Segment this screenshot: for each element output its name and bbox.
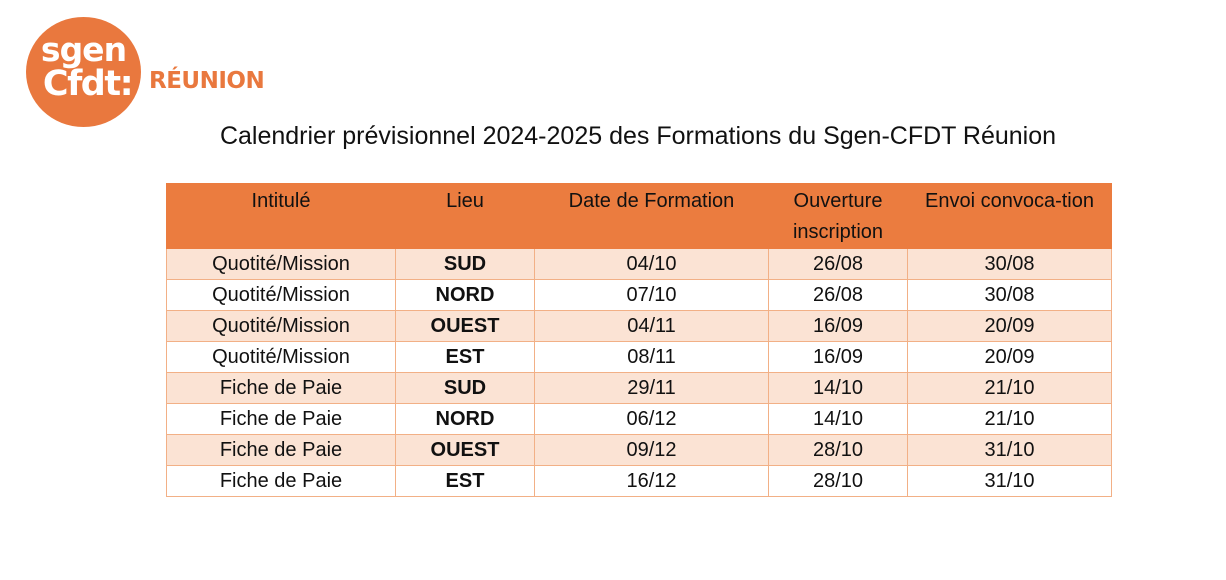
cell-intitule: Quotité/Mission (167, 311, 396, 342)
header-envoi-convocation: Envoi convoca-tion (908, 184, 1112, 249)
cell-ouverture-inscription: 26/08 (769, 249, 908, 280)
cell-lieu: NORD (396, 280, 535, 311)
cell-envoi-convocation: 21/10 (908, 373, 1112, 404)
cell-envoi-convocation: 31/10 (908, 466, 1112, 497)
cell-intitule: Fiche de Paie (167, 435, 396, 466)
cell-lieu: EST (396, 466, 535, 497)
cell-intitule: Quotité/Mission (167, 342, 396, 373)
table-row (167, 280, 1112, 311)
table-row (167, 373, 1112, 404)
cell-intitule: Fiche de Paie (167, 466, 396, 497)
cell-lieu: EST (396, 342, 535, 373)
cell-date-formation: 29/11 (535, 373, 769, 404)
cell-date-formation: 09/12 (535, 435, 769, 466)
cell-ouverture-inscription: 26/08 (769, 280, 908, 311)
cell-date-formation: 16/12 (535, 466, 769, 497)
cell-intitule: Quotité/Mission (167, 249, 396, 280)
cell-envoi-convocation: 21/10 (908, 404, 1112, 435)
cell-lieu: OUEST (396, 435, 535, 466)
training-calendar-table (166, 183, 1112, 497)
cell-date-formation: 08/11 (535, 342, 769, 373)
logo-text-sgen: sgen (40, 30, 127, 69)
cell-envoi-convocation: 20/09 (908, 311, 1112, 342)
cell-lieu: OUEST (396, 311, 535, 342)
header-date-formation: Date de Formation (535, 184, 769, 249)
table-row (167, 466, 1112, 497)
cell-date-formation: 04/11 (535, 311, 769, 342)
cell-lieu: NORD (396, 404, 535, 435)
cell-ouverture-inscription: 16/09 (769, 311, 908, 342)
cell-ouverture-inscription: 28/10 (769, 435, 908, 466)
logo-region-label: RÉUNION (149, 68, 265, 94)
cell-ouverture-inscription: 28/10 (769, 466, 908, 497)
header-ouverture-inscription: Ouverture inscription (769, 184, 908, 249)
cell-envoi-convocation: 20/09 (908, 342, 1112, 373)
cell-date-formation: 07/10 (535, 280, 769, 311)
header-lieu: Lieu (396, 184, 535, 249)
cell-ouverture-inscription: 16/09 (769, 342, 908, 373)
cell-date-formation: 04/10 (535, 249, 769, 280)
table-row (167, 342, 1112, 373)
table-row (167, 249, 1112, 280)
cell-envoi-convocation: 31/10 (908, 435, 1112, 466)
logo-text-cfdt: Cfdt: (42, 64, 133, 104)
cell-intitule: Quotité/Mission (167, 280, 396, 311)
cell-lieu: SUD (396, 373, 535, 404)
table-row (167, 311, 1112, 342)
cell-ouverture-inscription: 14/10 (769, 373, 908, 404)
sgen-cfdt-logo (26, 17, 141, 127)
table-row (167, 404, 1112, 435)
cell-date-formation: 06/12 (535, 404, 769, 435)
cell-ouverture-inscription: 14/10 (769, 404, 908, 435)
table-header-row (167, 184, 1112, 249)
cell-envoi-convocation: 30/08 (908, 249, 1112, 280)
table-row (167, 435, 1112, 466)
cell-intitule: Fiche de Paie (167, 373, 396, 404)
cell-lieu: SUD (396, 249, 535, 280)
page-title: Calendrier prévisionnel 2024-2025 des Formations du Sgen-CFDT Réunion (219, 122, 1057, 150)
cell-intitule: Fiche de Paie (167, 404, 396, 435)
cell-envoi-convocation: 30/08 (908, 280, 1112, 311)
header-intitule: Intitulé (167, 184, 396, 249)
